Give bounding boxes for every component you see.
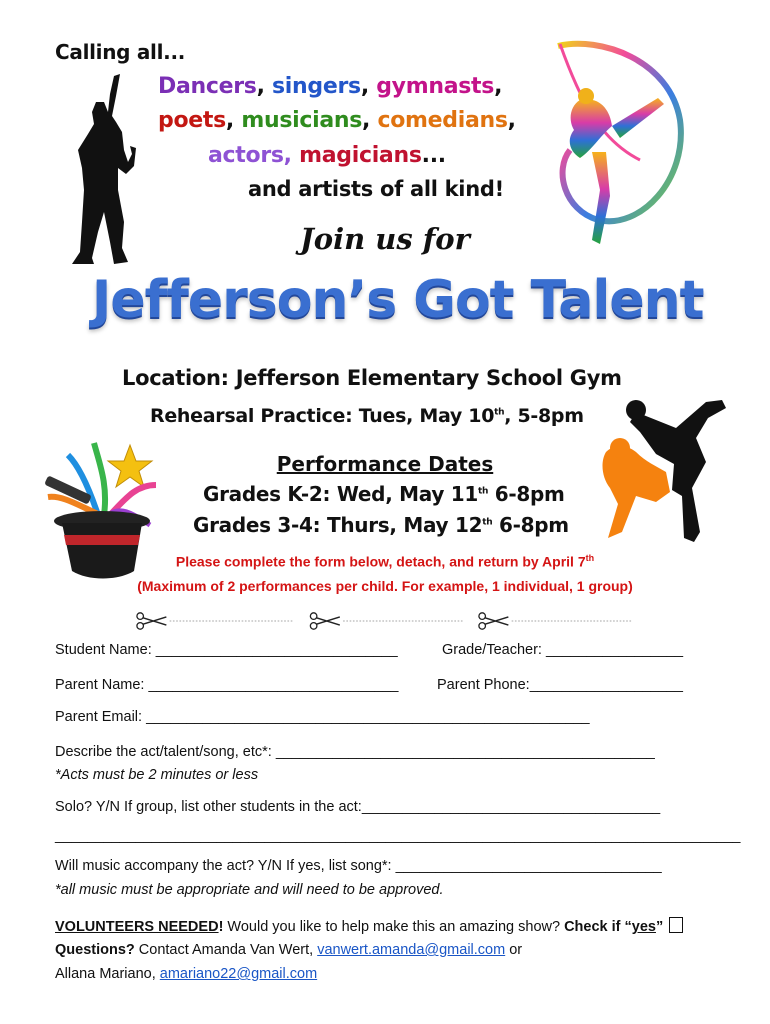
magicians-text: magicians — [299, 143, 422, 168]
headline-line-2 — [158, 108, 516, 133]
headline-line-3 — [208, 143, 446, 168]
comedians-text: comedians — [377, 108, 508, 133]
comma-text: , — [225, 108, 242, 133]
comma-text: , — [494, 74, 503, 99]
rehearsal-date: Rehearsal Practice: Tues, May 10 — [150, 405, 495, 427]
grades-3-4-date — [193, 513, 569, 537]
instruction-text: Please complete the form below, detach, and return by April 7 — [175, 553, 586, 570]
singers-text: singers — [272, 74, 361, 99]
student-name-field[interactable]: Student Name: ______________________________ — [55, 642, 398, 658]
ribbon-gymnast-image — [540, 40, 690, 260]
event-title: Jefferson’s Got Talent — [92, 270, 704, 330]
volunteer-checkbox[interactable] — [669, 917, 683, 933]
maximum-performances-note: (Maximum of 2 performances per child. For example, 1 individual, 1 group) — [137, 578, 633, 594]
actors-text: actors, — [208, 143, 300, 168]
music-song-field[interactable]: Will music accompany the act? Y/N If yes, list song*: _________________________________ — [55, 858, 662, 874]
music-approval-note: *all music must be appropriate and will need to be approved. — [55, 882, 444, 898]
describe-act-field[interactable]: Describe the act/talent/song, etc*: _______________________________________________ — [55, 744, 655, 760]
exclamation: ! — [218, 919, 224, 935]
email-link-mariano[interactable]: amariano22@gmail.com — [159, 966, 318, 982]
ordinal-suffix: th — [477, 486, 489, 497]
dancers-text: Dancers — [158, 74, 257, 99]
calling-all-heading: Calling all... — [55, 40, 186, 64]
ordinal-suffix: th — [494, 407, 505, 418]
parent-phone-field[interactable]: Parent Phone:___________________ — [437, 677, 683, 693]
comma-text: , — [507, 108, 516, 133]
questions-line — [55, 942, 522, 958]
singer-silhouette-image — [58, 72, 148, 268]
volunteers-line — [55, 917, 683, 935]
or-text: or — [505, 942, 523, 958]
musicians-text: musicians — [241, 108, 363, 133]
acts-length-note: *Acts must be 2 minutes or less — [55, 767, 259, 783]
ellipsis-text: ... — [421, 143, 446, 168]
comma-text: , — [362, 108, 378, 133]
rehearsal-time: , 5-8pm — [504, 405, 584, 427]
location-text: Location: Jefferson Elementary School Gym — [122, 366, 622, 390]
volunteers-needed-label: VOLUNTEERS NEEDED — [55, 919, 219, 935]
solo-group-field[interactable]: Solo? Y/N If group, list other students in the act:_____________________________________ — [55, 799, 661, 815]
comma-text: , — [256, 74, 272, 99]
ordinal-suffix: th — [585, 553, 595, 563]
email-link-vanwert[interactable]: vanwert.amanda@gmail.com — [317, 942, 506, 958]
scissors-icon — [137, 613, 166, 629]
volunteers-question: Would you like to help make this an amazing show? — [223, 919, 565, 935]
ordinal-suffix: th — [482, 517, 493, 528]
check-if-label: Check if “ — [564, 919, 632, 935]
return-instructions — [0, 553, 770, 570]
group-students-blank-line[interactable]: _____________________________________________________________________________________ — [55, 828, 741, 844]
grade-teacher-field[interactable]: Grade/Teacher: _________________ — [442, 642, 684, 658]
parent-name-field[interactable]: Parent Name: _______________________________ — [55, 677, 399, 693]
scissors-icon — [479, 613, 508, 629]
gymnasts-text: gymnasts — [376, 74, 495, 99]
grades-k2-date — [203, 482, 565, 506]
contact-line-2 — [55, 966, 317, 982]
contact2-name: Allana Mariano, — [55, 966, 160, 982]
grade1-time: 6-8pm — [488, 482, 565, 506]
performance-dates-heading: Performance Dates — [276, 452, 494, 476]
scissors-icon — [310, 613, 339, 629]
parent-email-field[interactable]: Parent Email: _______________________________________________________ — [55, 709, 590, 725]
join-us-text: Join us for — [300, 222, 470, 256]
questions-contact: Contact Amanda Van Wert, — [134, 942, 318, 958]
yes-label: yes — [631, 919, 656, 935]
headline-line-4: and artists of all kind! — [248, 177, 504, 201]
quote-close: ” — [655, 919, 664, 935]
comma-text: , — [360, 74, 377, 99]
headline-line-1 — [158, 74, 502, 99]
grade2-date: Grades 3-4: Thurs, May 12 — [193, 513, 483, 537]
rehearsal-text — [150, 405, 584, 427]
cut-line — [78, 612, 690, 630]
grade2-time: 6-8pm — [492, 513, 569, 537]
grade1-date: Grades K-2: Wed, May 11 — [203, 482, 478, 506]
questions-label: Questions? — [55, 942, 135, 958]
poets-text: poets — [158, 108, 226, 133]
